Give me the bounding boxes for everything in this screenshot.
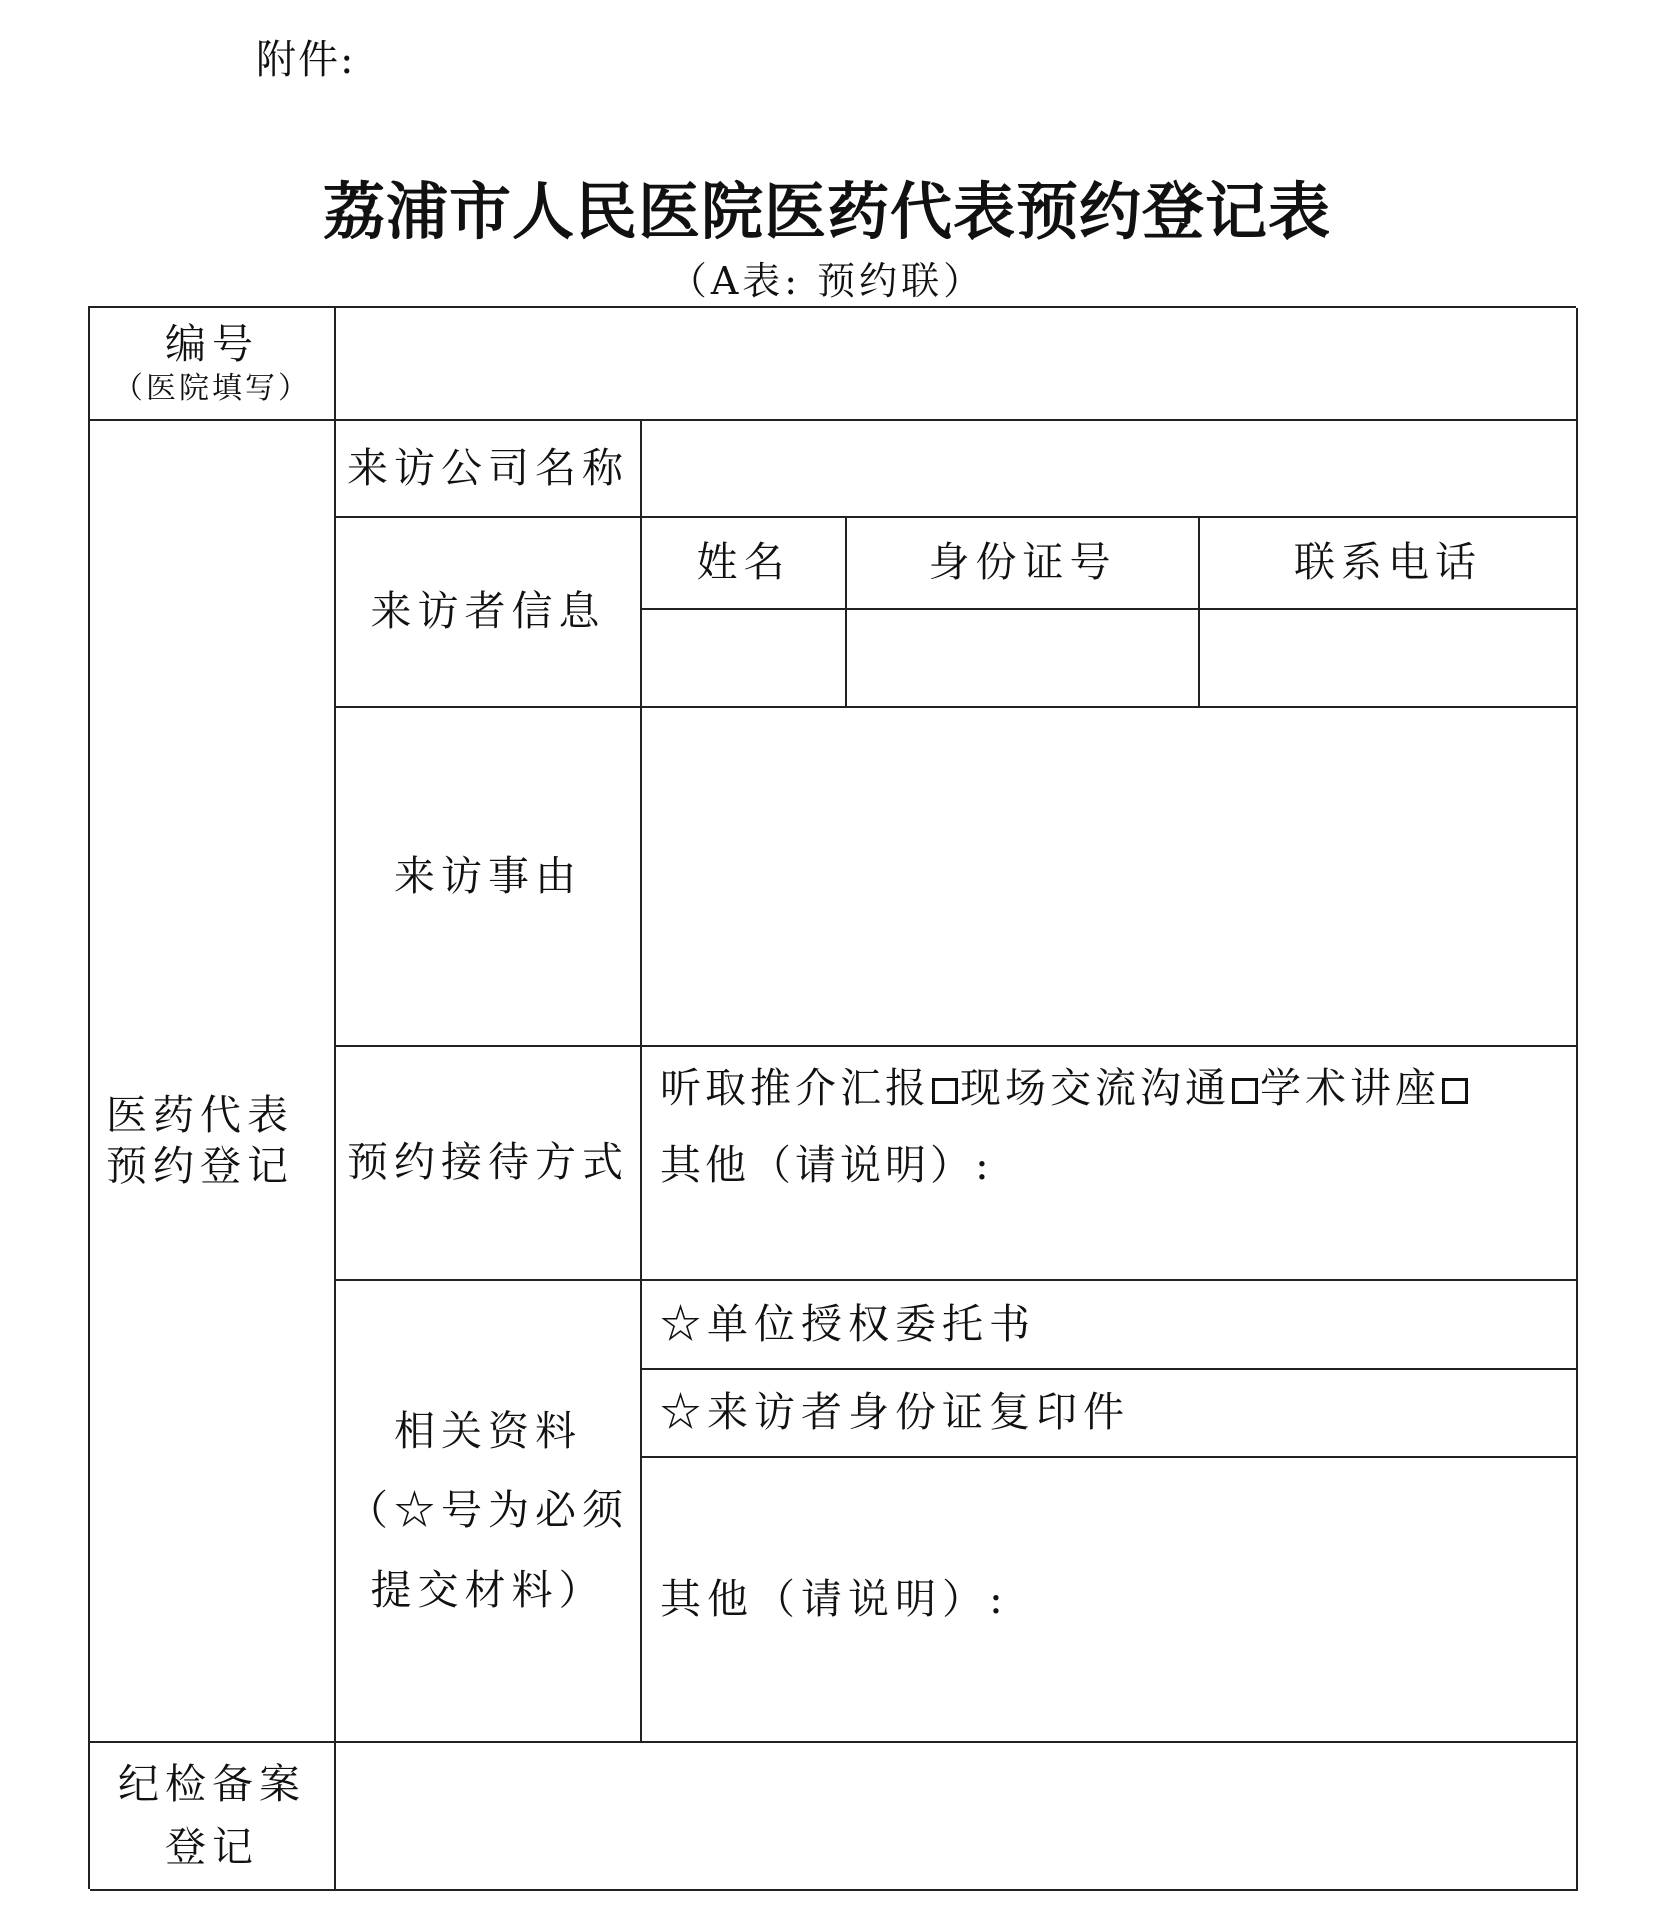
method-option-2-checkbox[interactable] [1232, 1078, 1258, 1104]
method-option-1-label: 听取推介汇报 [660, 1064, 930, 1112]
method-option-2-label: 现场交流沟通 [960, 1064, 1230, 1112]
method-other[interactable]: 其他（请说明）: [660, 1141, 993, 1190]
company-label: 来访公司名称 [336, 421, 642, 518]
visitor-col-phone: 联系电话 [1200, 518, 1578, 610]
section-label-line2: 预约登记 [106, 1142, 294, 1190]
materials-label-line1: 相关资料 [394, 1407, 582, 1456]
materials-item-2: ☆来访者身份证复印件 [642, 1370, 1578, 1458]
method-label: 预约接待方式 [336, 1047, 642, 1281]
method-option-3-label: 学术讲座 [1260, 1064, 1440, 1112]
serial-input[interactable] [336, 308, 1578, 421]
method-option-1-checkbox[interactable] [932, 1078, 958, 1104]
serial-note: （医院填写） [113, 371, 311, 407]
discipline-input[interactable] [336, 1743, 1578, 1891]
method-options-line [660, 1063, 1470, 1114]
form-title: 荔浦市人民医院医药代表预约登记表 [322, 175, 1331, 248]
visitor-label: 来访者信息 [336, 518, 642, 708]
registration-table [88, 306, 1576, 1889]
visitor-name-input[interactable] [642, 610, 847, 708]
materials-item-1: ☆单位授权委托书 [642, 1281, 1578, 1370]
method-option-3-checkbox[interactable] [1442, 1078, 1468, 1104]
section-label-line1: 医药代表 [106, 1090, 294, 1139]
materials-label-line2: （☆号为必须 [347, 1486, 629, 1535]
materials-label-line3: 提交材料） [370, 1565, 606, 1614]
method-options [642, 1047, 1578, 1281]
visitor-col-id: 身份证号 [847, 518, 1200, 610]
serial-label-cell [90, 308, 336, 421]
company-input[interactable] [642, 421, 1578, 518]
reason-label: 来访事由 [336, 708, 642, 1047]
visitor-col-name: 姓名 [642, 518, 847, 610]
discipline-label-line2: 登记 [165, 1823, 259, 1871]
section-label [90, 421, 336, 1743]
serial-label: 编号 [165, 320, 259, 369]
form-subtitle: （A表: 预约联） [668, 259, 986, 303]
discipline-label [90, 1743, 336, 1891]
materials-other[interactable]: 其他（请说明）: [642, 1458, 1578, 1743]
visitor-phone-input[interactable] [1200, 610, 1578, 708]
discipline-label-line1: 纪检备案 [118, 1759, 306, 1808]
materials-label [336, 1281, 642, 1743]
reason-input[interactable] [642, 708, 1578, 1047]
attachment-label: 附件: [256, 37, 356, 83]
visitor-id-input[interactable] [847, 610, 1200, 708]
